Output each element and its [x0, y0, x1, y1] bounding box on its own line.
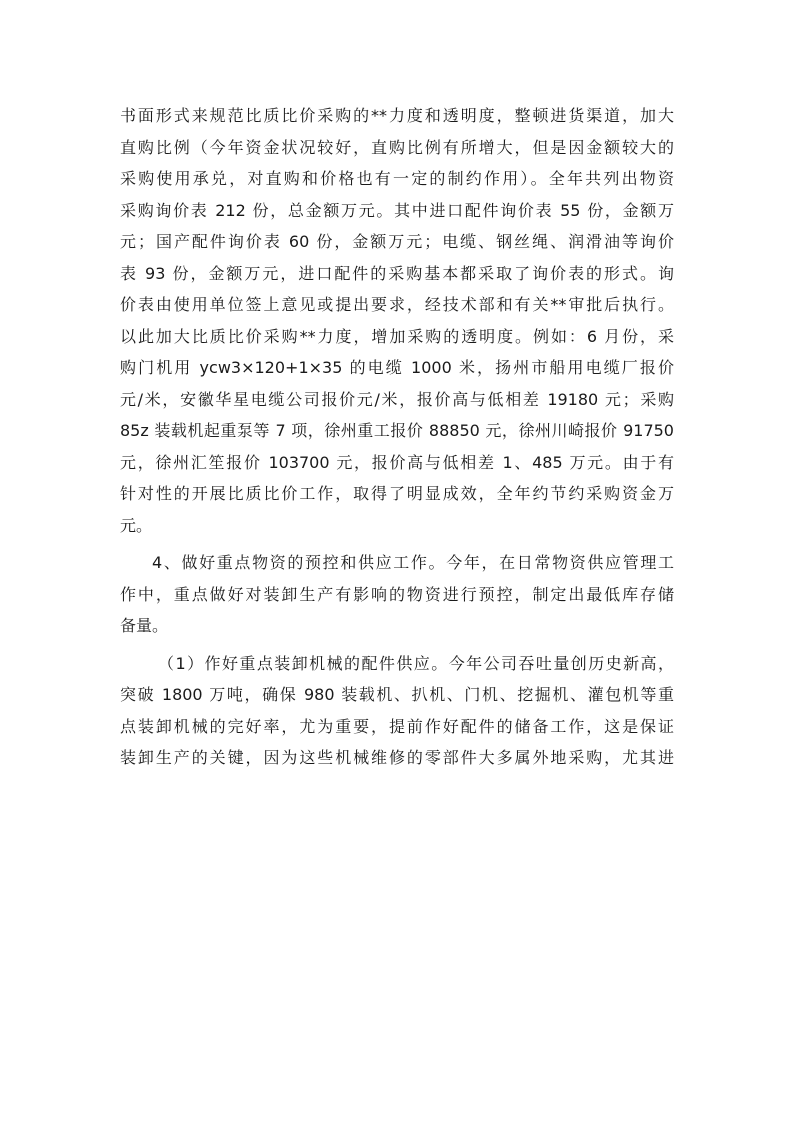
document-body: [120, 100, 674, 774]
paragraph-price-comparison: [120, 100, 674, 541]
text-line: 装卸生产的关键，因为这些机械维修的零部件大多属外地采购，尤其进: [120, 748, 674, 767]
text-line: 作中，重点做好对装卸生产有影响的物资进行预控，制定出最低库存储: [120, 584, 674, 604]
text-line: 购门机用 ycw3×120+1×35 的电缆 1000 米，扬州市船用电缆厂报价: [120, 358, 674, 377]
paragraph-parts-supply: [120, 648, 674, 774]
text-line: 4、做好重点物资的预控和供应工作。今年，在日常物资供应管理工: [152, 553, 674, 572]
text-line: 元/米，安徽华星电缆公司报价元/米，报价高与低相差 19180 元；采购: [120, 389, 674, 409]
text-line: 元。: [120, 515, 153, 535]
text-line: （1）作好重点装卸机械的配件供应。今年公司吞吐量创历史新高，: [158, 653, 674, 673]
text-line: 突破 1800 万吨，确保 980 装载机、扒机、门机、挖掘机、灌包机等重: [120, 685, 674, 704]
paragraph-key-materials: [120, 547, 674, 642]
text-line: 以此加大比质比价采购**力度，增加采购的透明度。例如：6 月份，采: [120, 326, 674, 346]
text-line: 采购使用承兑，对直购和价格也有一定的制约作用）。全年共列出物资: [120, 169, 674, 188]
text-line: 备量。: [120, 616, 169, 635]
text-line: 表 93 份，金额万元，进口配件的采购基本都采取了询价表的形式。询: [120, 263, 674, 283]
text-line: 针对性的开展比质比价工作，取得了明显成效，全年约节约采购资金万: [120, 484, 674, 503]
text-line: 书面形式来规范比质比价采购的**力度和透明度，整顿进货渠道，加大: [120, 106, 674, 125]
text-line: 采购询价表 212 份，总金额万元。其中进口配件询价表 55 份，金额万: [120, 200, 674, 220]
text-line: 85z 装载机起重泵等 7 项，徐州重工报价 88850 元，徐州川崎报价 91750: [120, 421, 674, 440]
text-line: 直购比例（今年资金状况较好，直购比例有所增大，但是因金额较大的: [120, 137, 674, 157]
text-line: 点装卸机械的完好率，尤为重要，提前作好配件的储备工作，这是保证: [120, 716, 674, 736]
text-line: 元；国产配件询价表 60 份，金额万元；电缆、钢丝绳、润滑油等询价: [120, 232, 674, 251]
text-line: 价表由使用单位签上意见或提出要求，经技术部和有关**审批后执行。: [120, 295, 674, 314]
text-line: 元，徐州汇笙报价 103700 元，报价高与低相差 1、485 万元。由于有: [120, 452, 674, 472]
